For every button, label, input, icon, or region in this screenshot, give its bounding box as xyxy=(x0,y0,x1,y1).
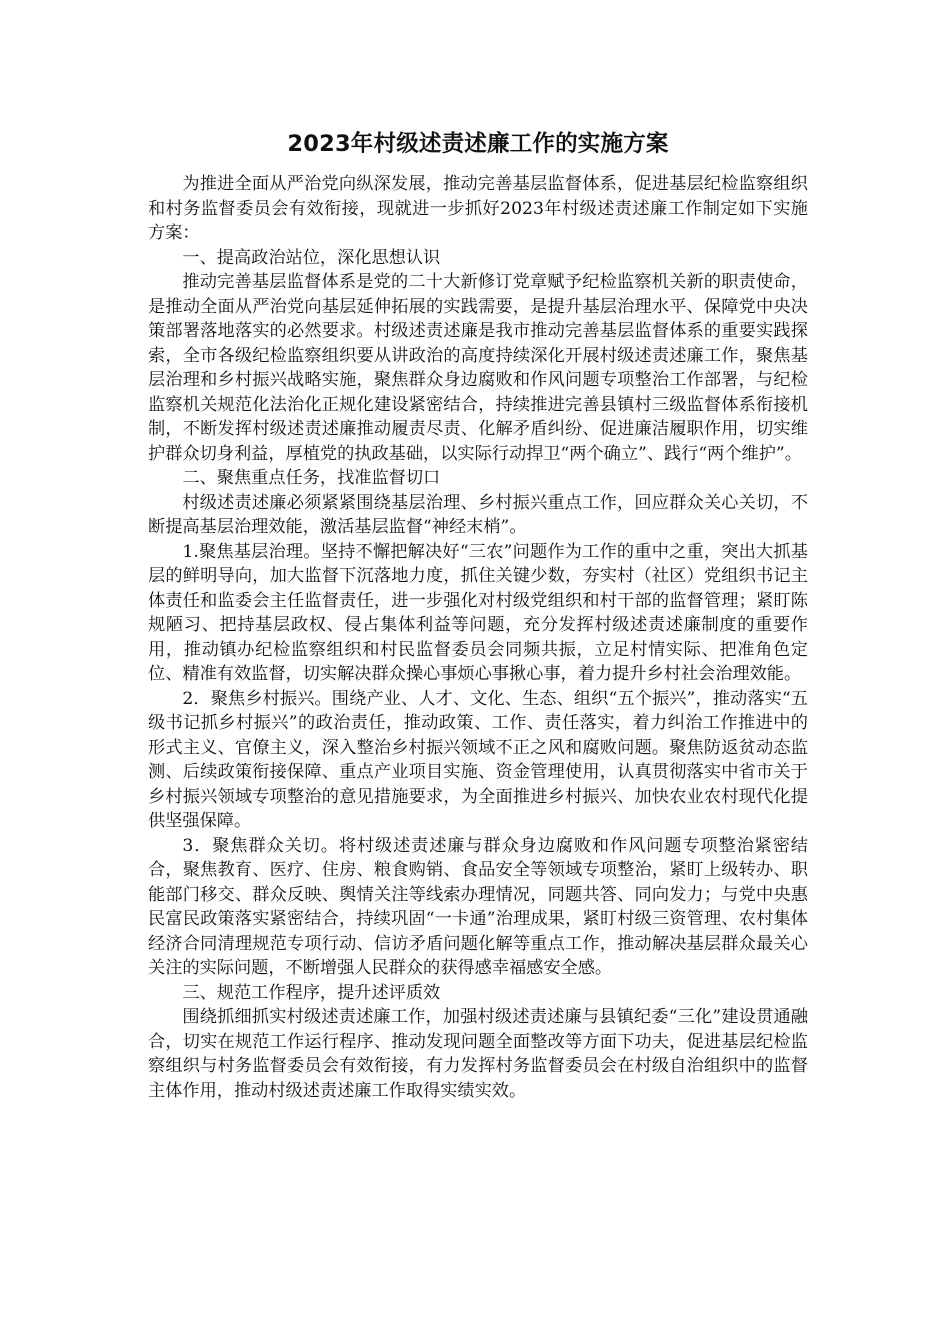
section2-body: 村级述责述廉必须紧紧围绕基层治理、乡村振兴重点工作，回应群众关心关切，不断提高基层治理效能，激活基层监督“神经末梢”。 xyxy=(148,492,808,537)
section2-heading: 二、聚焦重点任务，找准监督切口 xyxy=(182,468,441,488)
document-title: 2023年村级述责述廉工作的实施方案 xyxy=(287,131,669,157)
section3-heading: 三、规范工作程序，提升述评质效 xyxy=(182,982,441,1003)
section1-body: 推动完善基层监督体系是党的二十大新修订党章赋予纪检监察机关新的职责使命，是推动全面从严治党向基层延伸拓展的实践需要，是提升基层治理水平、保障党中央决策部署落地落实的必然要求。村级述责述廉是我市推动完善基层监督体系的重要实践探索，全市各级纪检监察组织要从讲政治的高度持续深化开展村级述责述廉工作，聚焦基层治理和乡村振兴战略实施，聚焦群众身边腐败和作风问题专项整治工作部署，与纪检监察机关规范化法治化正规化建设紧密结合，持续推进完善县镇村三级监督体系衔接机制，不断发挥村级述责述廉推动履责尽责、化解矛盾纠纷、促进廉洁履职作用，切实维护群众切身利益，厚植党的执政基础，以实际行动捍卫“两个确立”、践行“两个维护”。 xyxy=(148,272,808,464)
intro-paragraph: 为推进全面从严治党向纵深发展，推动完善基层监督体系，促进基层纪检监察组织和村务监督委员会有效衔接，现就进一步抓好2023年村级述责述廉工作制定如下实施方案： xyxy=(148,174,808,243)
document-page xyxy=(148,128,808,1103)
section2-item1: 1.聚焦基层治理。坚持不懈把解决好“三农”问题作为工作的重中之重，突出大抓基层的鲜明导向，加大监督下沉落地力度，抓住关键少数，夯实村（社区）党组织书记主体责任和监委会主任监督责任，进一步强化对村级党组织和村干部的监督管理；紧盯陈规陋习、把持基层政权、侵占集体利益等问题，充分发挥村级述责述廉制度的重要作用，推动镇办纪检监察组织和村民监督委员会同频共振，立足村情实际、把准角色定位、精准有效监督，切实解决群众操心事烦心事揪心事，着力提升乡村社会治理效能。 xyxy=(148,541,808,684)
section3-body: 围绕抓细抓实村级述责述廉工作，加强村级述责述廉与县镇纪委“三化”建设贯通融合，切实在规范工作运行程序、推动发现问题全面整改等方面下功夫，促进基层纪检监察组织与村务监督委员会有效衔接，有力发挥村务监督委员会在村级自治组织中的监督主体作用，推动村级述责述廉工作取得实绩实效。 xyxy=(148,1007,808,1101)
section2-item2: 2．聚焦乡村振兴。围绕产业、人才、文化、生态、组织“五个振兴”，推动落实“五级书记抓乡村振兴”的政治责任，推动政策、工作、责任落实，着力纠治工作推进中的形式主义、官僚主义，深入整治乡村振兴领域不正之风和腐败问题。聚焦防返贫动态监测、后续政策衔接保障、重点产业项目实施、资金管理使用，认真贯彻落实中省市关于乡村振兴领域专项整治的意见措施要求，为全面推进乡村振兴、加快农业农村现代化提供坚强保障。 xyxy=(148,688,808,831)
section2-item3: 3．聚焦群众关切。将村级述责述廉与群众身边腐败和作风问题专项整治紧密结合，聚焦教育、医疗、住房、粮食购销、食品安全等领域专项整治，紧盯上级转办、职能部门移交、群众反映、舆情关注等线索办理情况，同题共答、同向发力；与党中央惠民富民政策落实紧密结合，持续巩固“一卡通”治理成果，紧盯村级三资管理、农村集体经济合同清理规范专项行动、信访矛盾问题化解等重点工作，推动解决基层群众最关心关注的实际问题，不断增强人民群众的获得感幸福感安全感。 xyxy=(148,835,808,978)
section1-heading: 一、提高政治站位，深化思想认识 xyxy=(182,247,441,268)
